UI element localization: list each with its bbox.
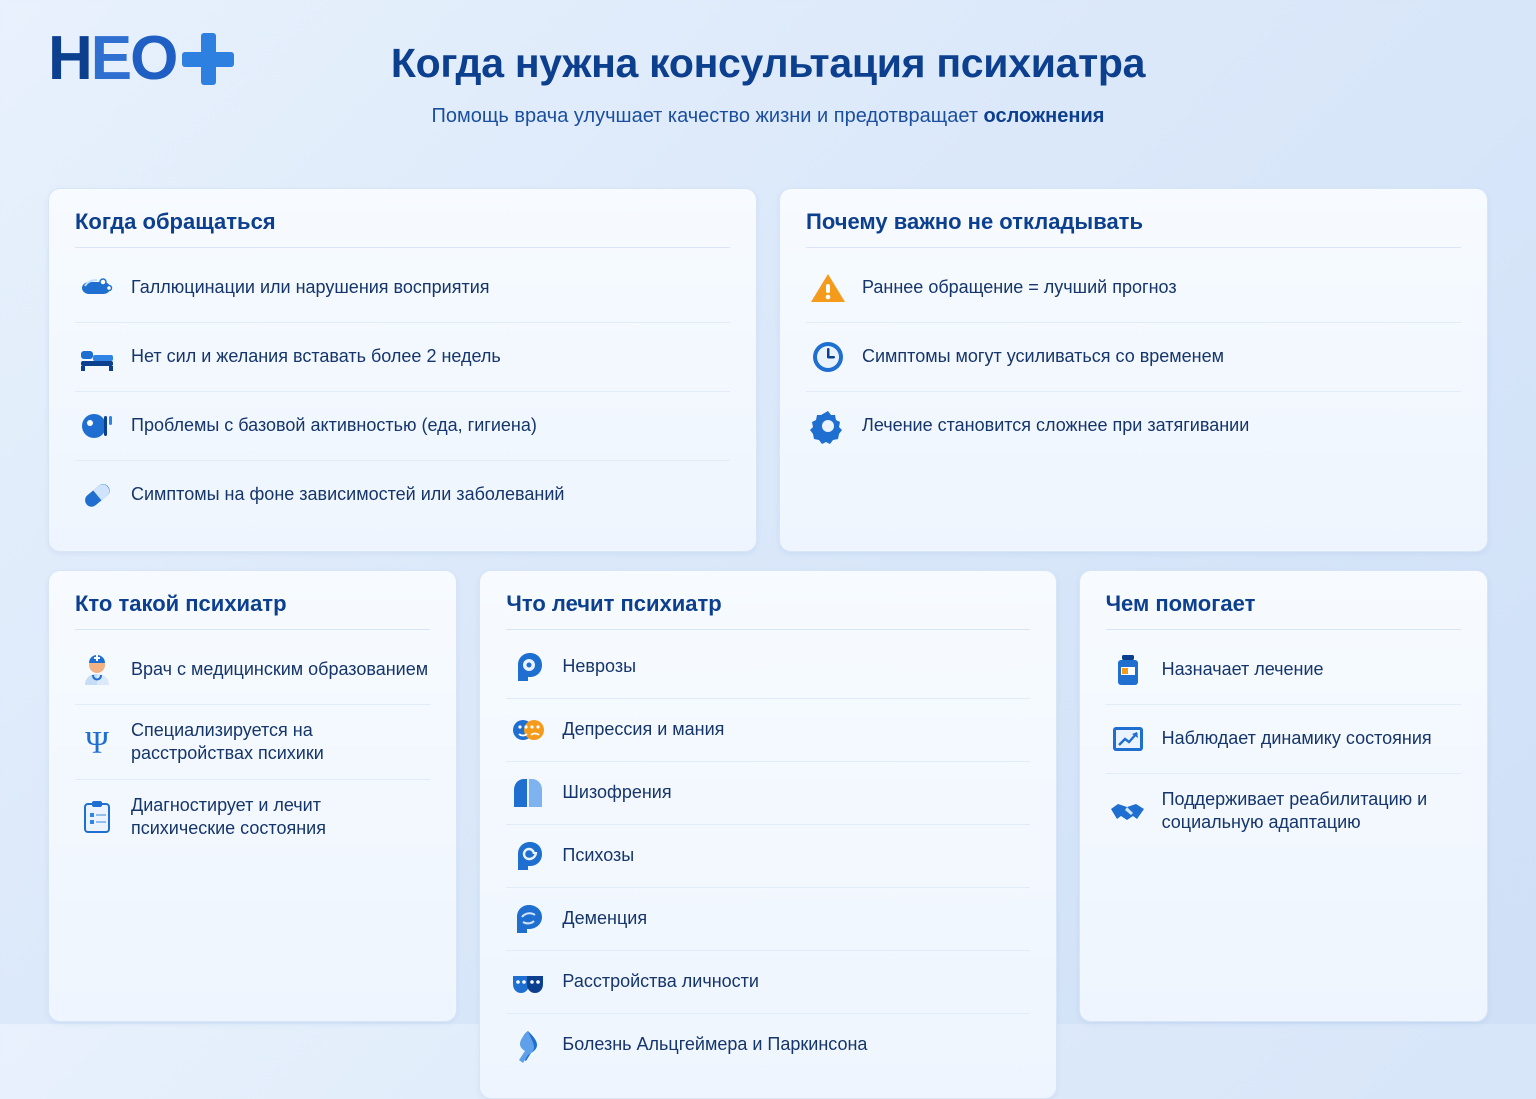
list-item-label: Специализируется на расстройствах психики xyxy=(131,720,324,764)
list-item-label: Нет сил и желания вставать более 2 недель xyxy=(131,346,501,367)
list-who xyxy=(75,636,430,854)
logo-letter-1: H xyxy=(48,24,91,93)
list-item xyxy=(506,888,1029,951)
list-item-label: Назначает лечение xyxy=(1161,659,1324,680)
doctor-icon xyxy=(77,650,117,690)
board-row-2 xyxy=(0,570,1536,1099)
list-item xyxy=(506,951,1029,1014)
list-item xyxy=(506,699,1029,762)
brain-icon xyxy=(77,268,117,308)
two-faces-icon xyxy=(508,710,548,750)
card-what-treats xyxy=(479,570,1056,1099)
list-item-label: Деменция xyxy=(562,908,648,929)
list-item-label: Лечение становится сложнее при затягивании xyxy=(862,415,1250,436)
head-swirl-icon xyxy=(508,836,548,876)
list-item-label: Наблюдает динамику состояния xyxy=(1161,728,1432,749)
subtitle-accent: осложнения xyxy=(983,105,1105,127)
brand-logo xyxy=(48,24,234,93)
ribbon-icon xyxy=(508,1025,548,1065)
list-item xyxy=(506,636,1029,699)
card-how-helps xyxy=(1079,570,1488,1022)
card-title-helps: Чем помогает xyxy=(1106,591,1461,630)
subtitle-main: Помощь врача улучшает качество жизни и предотвращает xyxy=(431,105,984,127)
medicine-bottle-icon xyxy=(1108,650,1148,690)
list-item xyxy=(506,1014,1029,1076)
masks-icon xyxy=(508,962,548,1002)
psi-icon xyxy=(77,722,117,762)
list-item xyxy=(75,636,430,705)
pill-icon xyxy=(77,475,117,515)
card-when-to-consult xyxy=(48,188,757,552)
list-item xyxy=(506,825,1029,888)
list-item xyxy=(806,392,1461,460)
logo-letter-2: E xyxy=(90,24,131,93)
page-subtitle xyxy=(0,105,1536,128)
list-item xyxy=(75,461,730,529)
list-why xyxy=(806,254,1461,460)
list-item-label: Диагностирует и лечит психические состояния xyxy=(131,795,326,839)
list-treats xyxy=(506,636,1029,1076)
list-helps xyxy=(1106,636,1461,848)
board-row-1 xyxy=(0,188,1536,552)
card-title-when: Когда обращаться xyxy=(75,209,730,248)
list-item-label: Симптомы могут усиливаться со временем xyxy=(862,346,1225,367)
card-why-not-delay xyxy=(779,188,1488,552)
head-gear-icon xyxy=(508,647,548,687)
list-item-label: Проблемы с базовой активностью (еда, гигиена) xyxy=(131,415,537,436)
list-item xyxy=(806,323,1461,392)
clipboard-icon xyxy=(77,797,117,837)
gear-icon xyxy=(808,406,848,446)
list-item-label: Раннее обращение = лучший прогноз xyxy=(862,277,1177,298)
list-item xyxy=(806,254,1461,323)
page-title: Когда нужна консультация психиатра xyxy=(390,40,1146,86)
head-brain-icon xyxy=(508,899,548,939)
list-item-label: Психозы xyxy=(562,845,635,866)
list-item-label: Расстройства личности xyxy=(562,971,759,992)
list-item-label: Галлюцинации или нарушения восприятия xyxy=(131,277,490,298)
list-item xyxy=(75,254,730,323)
page-header xyxy=(0,0,1536,128)
bed-icon xyxy=(77,337,117,377)
plus-icon xyxy=(182,33,234,85)
split-head-icon xyxy=(508,773,548,813)
list-item xyxy=(1106,636,1461,705)
list-item-label: Болезнь Альцгеймера и Паркинсона xyxy=(562,1034,868,1055)
list-item-label: Шизофрения xyxy=(562,782,672,803)
list-item xyxy=(75,323,730,392)
list-when xyxy=(75,254,730,529)
list-item xyxy=(75,392,730,461)
list-item-label: Депрессия и мания xyxy=(562,719,725,740)
svg-text:Ψ: Ψ xyxy=(85,724,109,761)
clock-icon xyxy=(808,337,848,377)
card-title-treats: Что лечит психиатр xyxy=(506,591,1029,630)
logo-letter-3: O xyxy=(130,24,177,93)
list-item-label: Поддерживает реабилитацию и социальную адаптацию xyxy=(1161,789,1428,833)
list-item-label: Неврозы xyxy=(562,656,637,677)
chart-up-icon xyxy=(1108,719,1148,759)
list-item xyxy=(75,705,430,780)
list-item xyxy=(1106,774,1461,848)
card-title-why: Почему важно не откладывать xyxy=(806,209,1461,248)
list-item-label: Врач с медицинским образованием xyxy=(131,659,429,680)
cards-board xyxy=(0,188,1536,1099)
plate-fork-icon xyxy=(77,406,117,446)
list-item-label: Симптомы на фоне зависимостей или заболеваний xyxy=(131,484,565,505)
card-title-who: Кто такой психиатр xyxy=(75,591,430,630)
card-who-is-psychiatrist xyxy=(48,570,457,1022)
handshake-icon xyxy=(1108,791,1148,831)
warning-triangle-icon xyxy=(808,268,848,308)
list-item xyxy=(75,780,430,854)
list-item xyxy=(1106,705,1461,774)
list-item xyxy=(506,762,1029,825)
